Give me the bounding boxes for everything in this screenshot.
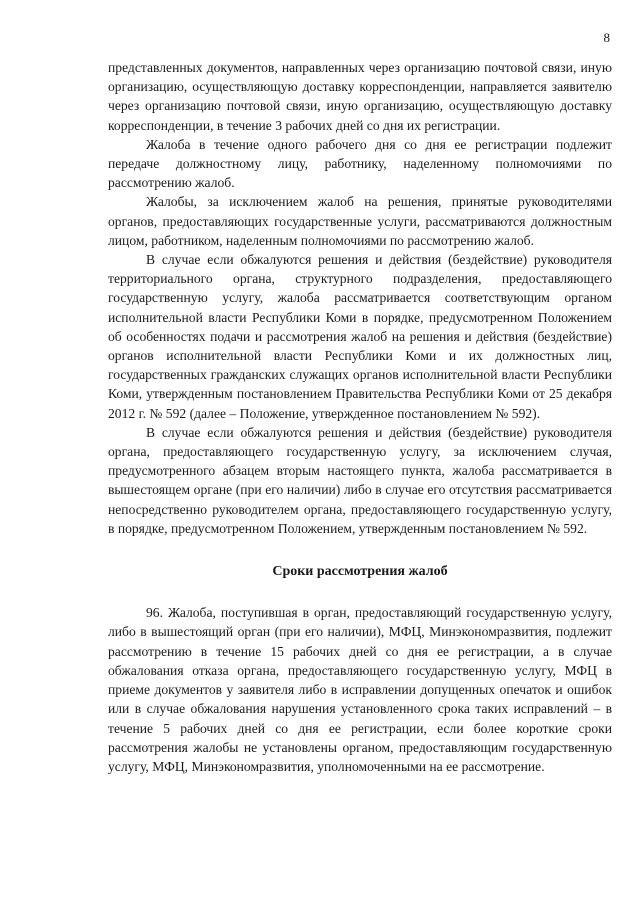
- paragraph-territorial-body: В случае если обжалуются решения и действия (бездействие) руководителя территориального органа, структурного подразделения, предоставляющего государственную услугу, жалоба рассматривается соответствующим органом исполнительной власти Республики Коми в порядке, предусмотренном Положением об особенностях подачи и рассмотрения жалоб на решения и действия (бездействие) органов исполнительной власти Республики Коми и их должностных лиц, государственных гражданских служащих органов исполнительной власти Республики Коми, утвержденным постановлением Правительства Республики Коми от 25 декабря 2012 г. № 592 (далее – Положение, утвержденное постановлением № 592).: [108, 252, 612, 421]
- page-number: 8: [603, 30, 610, 45]
- paragraph-complaints-review: Жалобы, за исключением жалоб на решения, принятые руководителями органов, предоставляющих государственные услуги, рассматриваются должностным лицом, работником, наделенным полномочиями по рассмотрению жалоб.: [108, 194, 612, 248]
- paragraph-96-review-terms: 96. Жалоба, поступившая в орган, предоставляющий государственную услугу, либо в вышестоящий орган (при его наличии), МФЦ, Минэкономразвития, подлежит рассмотрению в течение 15 рабочих дней со дня ее регистрации, а в случае обжалования отказа органа, предоставляющего государственную услугу, МФЦ в приеме документов у заявителя либо в исправлении допущенных опечаток и ошибок или в случае обжалования нарушения установленного срока таких исправлений – в течение 5 рабочих дней со дня ее регистрации, если более короткие сроки рассмотрения жалобы не установлены органом, предоставляющим государственную услугу, МФЦ, Минэкономразвития, уполномоченными на ее рассмотрение.: [108, 605, 612, 774]
- paragraph-registration-transfer: Жалоба в течение одного рабочего дня со дня ее регистрации подлежит передаче должностному лицу, работнику, наделенному полномочиями по рассмотрению жалоб.: [108, 136, 612, 191]
- document-body: [108, 58, 612, 776]
- paragraph-head-of-body: В случае если обжалуются решения и действия (бездействие) руководителя органа, предоставляющего государственную услугу, за исключением случая, предусмотренного абзацем вторым настоящего пункта, жалоба рассматривается в вышестоящем органе (при его наличии) либо в случае его отсутствия рассматривается непосредственно руководителем органа, предоставляющего государственную услугу, в порядке, предусмотренном Положением, утвержденным постановлением № 592.: [108, 424, 612, 536]
- paragraph-continuation: представленных документов, направленных через организацию почтовой связи, иную организацию, осуществляющую доставку корреспонденции, направляется заявителю через организацию почтовой связи, иную организацию, осуществляющую доставку корреспонденции, в течение 3 рабочих дней со дня их регистрации.: [108, 60, 612, 133]
- section-heading: Сроки рассмотрения жалоб: [272, 564, 448, 580]
